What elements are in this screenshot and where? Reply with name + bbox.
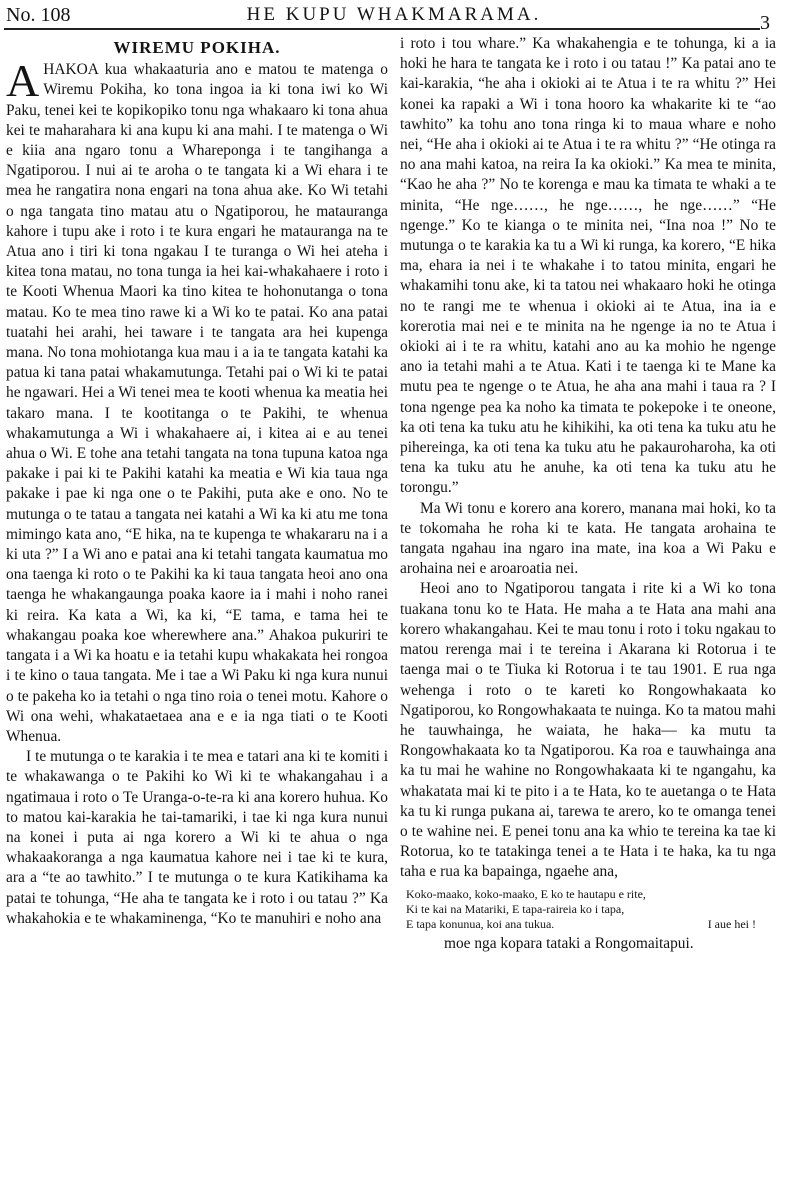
right-column — [400, 34, 776, 954]
article-title: WIREMU POKIHA. — [113, 38, 281, 57]
publication-title: HE KUPU WHAKMARAMA. — [246, 4, 542, 25]
article-paragraph — [6, 55, 388, 747]
article-paragraph: Heoi ano to Ngatiporou tangata i rite ki a Wi ko tona tuakana tonu ko te Hata. He maha a te Hata ana mahi ana korero whakangahau. Kei te mau tonu i roto i toku ngakau to matou rerenga mai i te tereina i Akarana ki Rotorua i te taenga mai o te Tiuka ki Rotorua i te tau 1901. E rua nga wehenga i roto o te kareti ko Rongowhakaata ko Ngatiporou, ko Rongowhakaata te nuinga. Ko ta matou mahi he tauwhainga, he waiata, he haka— ka mutu ta Rongowhakaata ko ta Ngatiporou. Ka roa e tauwhainga ana ka tu mai he wahine no Rongowhakaata ki te ngangahu, ka whakatata mai ki te pito i a te Hata, ko te auetanga o te Hata ka tu ki runga pukana ai, tarewa te arero, ko te omanga tenei o te wahine nei. E penei tonu ana ka whio te tereina ka tae ki Rotorua, ko te tatakinga tenei a te Hata i te haka, ka tu nga taha e rua ka bapainga, ngaehe ana, — [400, 580, 776, 881]
paragraph-text: HAKOA kua whakaaturia ano e matou te matenga o Wiremu Pokiha, ko tona ingoa ia ki tona iwi ko Wi Paku, tenei kei te kopikopiko tonu nga whakaaro ki tona ahua kei te maharahara ki ana kupu ki ana mahi. I te matenga o Wi e kiia ana ngaro tonu a Whareponga i te tangihanga a Ngatiporou. I nui ai te aroha o te tangata ki a Wi ehara i te mea he rangatira nona engari na tona ahua ake. Ko Wi tetahi o nga tangata tino matau atu o Ngatiporou, he matauranga kahore i tupu ake i roto i te kura engari he matauranga na te Atua ano i tiri ki tona ngakau I te turanga o Wi hei ateha i kitea tona matau, no tona tunga ia hei kai-whakahaere i roto i te Kooti Whenua Maori ka tino kitea te hohonutanga o tona matau. Ko te mea tino rawe ki a Wi ko te patai. Ko ana patai tuatahi hei arahi, hei taware i te tangata ara hei kupenga mana. No tona mohiotanga kua mau i a ia te tangata katahi ka patua ki tana patai whakamutunga. Tetahi pai o Wi ki te patai he ngawari. Hei a Wi tenei mea te kooti whenua ka meatia hei takaro mana. I te kootitanga o te Pakihi, te whenua whakamutunga a Wi i whakahaere ai, i kitea ai e au tenei ahua o Wi. E tohe ana tetahi tangata na tona tupuna katoa nga pakake i pai ki te Pakihi katahi ka meatia e Wi kia taua nga pakake i pae ki nga one o te Pakihi, puta ake e ono. No te mutunga o te tatau a tangata nei katahi a Wi ka ki atu me tona mimingo kata ano, “E hika, na te kupenga te whakararu na i a ki uta ?” I a Wi ano e patai ana ki tetahi tangata kaumatua mo ona taenga ki roto o te Pakihi ka ki taua tangata heoi ano ona taenga he whakangaunga poaka kaore ia i mahi i noho ranei ki reira. Ka kata a Wi, ka ki, “E tama, e tama hei te whakangau poaka koe wherewhere ana.” Ahakoa pukuriri te tangata i a Wi ka hoatu e ia tetahi kupu whakakata hei rongoa i te kino o taua tangata. Me i tae a Wi Paku ki nga kura nunui o te pakeha ko ia tetahi o nga tino roia o tenei motu. Kahore o Wi ona wehi, whakataetaea ana e e ia nga tiati o te Kooti Whenua. — [6, 61, 388, 745]
issue-number: No. 108 — [6, 4, 71, 26]
closing-line: moe nga kopara tataki a Rongomaitapui. — [444, 934, 694, 952]
verse-line: Ki te kai na Matariki, E tapa-raireia ko i tapa, — [406, 901, 625, 916]
drop-cap: A — [6, 55, 40, 107]
header-rule — [4, 28, 760, 30]
page-number: 3 — [760, 12, 770, 34]
article-paragraph: Ma Wi tonu e korero ana korero, manana mai hoki, ko ta te tokomaha he roha ki te kata. He tangata arohaina te tangata ngahau ina ngaro ina mate, ina koa a Wi Paku e arohaina nei e aroaroatia nei. — [400, 499, 776, 578]
verse-line — [406, 917, 776, 932]
left-column — [6, 34, 388, 929]
verse-line: Koko-maako, koko-maako, E ko te hautapu e rite, — [406, 886, 646, 901]
verse-end: I aue hei ! — [707, 916, 756, 931]
haka-verse — [406, 887, 776, 932]
article-paragraph: i roto i tou whare.” Ka whakahengia e te tohunga, ki a ia hoki he hara te tangata ke i roto i ou tatau !” Ka patai ano te kai-karakia, “he aha i okioki ai te Atua i te ra whitu ?” Hei konei ka rapaki a Wi i tona hooro ka whakarite ki te “ao tawhito” ka tohu ano tona ringa ki to maua whare e noho nei, “He aha i okioki ai te Atua i te ra whitu ?” “He otinga ra no ana mahi katoa, na reira Ia ka okioki.” Ka mea te minita, “Kao he aha ?” No te korenga e mau ka timata te whaki a te minita, “He nge……, he nge……, he nge……” “He ngenge.” Ko te kianga o te minita nei, “Ina noa !” No te mutunga o te karakia ka tu a Wi ki runga, ka korero, “E hika ma, ehara ia nei i te whakahe i to tatou minita, engari he whakamihi tonu ake, ki ta tatou nei whakaaro hoki he otinga no te rangi me te whenua i okioki ai te Atua, ina ia e korerotia mai nei e te minita na he ngenge ia no te Atua i okioki ai i te ra whitu, katahi ano au ka mohio he ngenge ano ia tetahi mahi a te Atua. Kati i te taenga ki te Mane ka mutu pea te ngenge o te Atua, he aha ana mahi i taua ra ? I tona ngenge pea ka noho ka timata te pokepoke i te oneone, ka oti tena ka tuku atu he kihikihi, ka oti tena ka tuku atu he pihereinga, ka oti tena ka tuku atu he pakauroharoha, ka oti tena ka tuku atu he anuhe, ka oti tena ka tuku atu he torongu.” — [400, 35, 776, 497]
verse-text: E tapa konunua, koi ana tukua. — [406, 916, 555, 931]
article-paragraph: I te mutunga o te karakia i te mea e tatari ana ki te komiti i te whakawanga o te Pakihi ko Wi ki te whakangahau i a ngatimaua i roto o Te Uranga-o-te-ra ki ana korero huhua. Ko to matou kai-karakia he tai-tamariki, i tae ki nga kura nunui na konei i puta ai nga korero a Wi ki te ahua o nga whakaakoranga a nga kaumatua kahore nei i tae ki te kura, ara a “te ao tawhito.” I te mutunga o te kura Katikihama ka patai te tohunga, “He aha te tangata ke i roto i ou tatau ?” Ka whakahokia e te whakaminenga, “Ko te manuhiri e noho ana — [6, 748, 388, 927]
